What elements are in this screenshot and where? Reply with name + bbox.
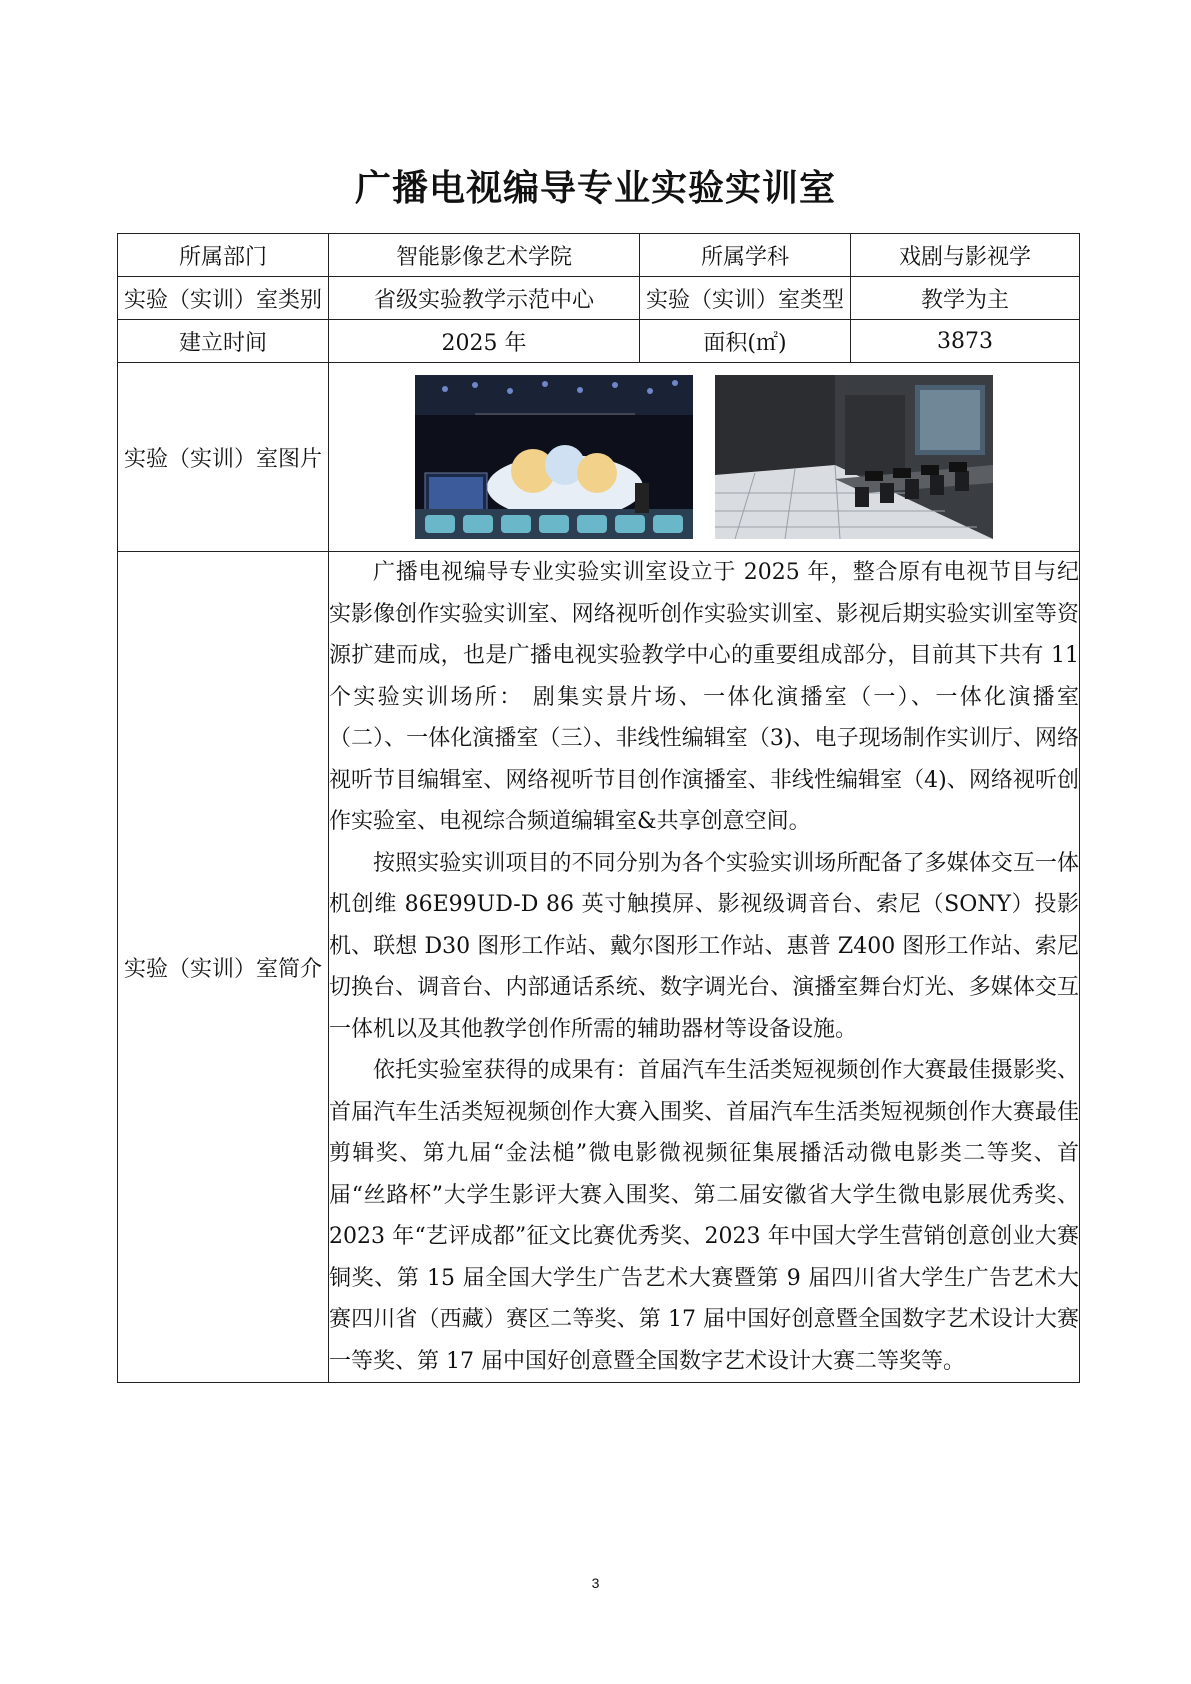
page-number: 3 — [591, 1575, 600, 1591]
photo-label: 实验（实训）室图片 — [118, 363, 329, 552]
intro-label: 实验（实训）室简介 — [118, 552, 329, 1383]
intro-cell — [329, 552, 1080, 1383]
category-value: 省级实验教学示范中心 — [329, 277, 640, 320]
dept-label: 所属部门 — [118, 234, 329, 277]
lab-info-table — [117, 233, 1080, 1383]
editing-room-photo — [715, 375, 993, 539]
type-label: 实验（实训）室类型 — [640, 277, 851, 320]
page-title: 广播电视编导专业实验实训室 — [354, 168, 836, 209]
photo-cell — [329, 363, 1080, 552]
area-label: 面积(㎡) — [640, 320, 851, 363]
dept-value: 智能影像艺术学院 — [329, 234, 640, 277]
row-department — [118, 234, 1080, 277]
intro-paragraph: 按照实验实训项目的不同分别为各个实验实训场所配备了多媒体交互一体机创维 86E99UD-D 86 英寸触摸屏、影视级调音台、索尼（SONY）投影机、联想 D30 图形工作站、戴尔图形工作站、惠普 Z400 图形工作站、索尼切换台、调音台、内部通话系统、数字调光台、演播室舞台灯光、多媒体交互一体机以及其他教学创作所需的辅助器材等设备设施。 — [329, 850, 1079, 1042]
row-category — [118, 277, 1080, 320]
area-value: 3873 — [851, 320, 1080, 363]
studio-photo — [415, 375, 693, 539]
intro-paragraph: 广播电视编导专业实验实训室设立于 2025 年，整合原有电视节目与纪实影像创作实验实训室、网络视听创作实验实训室、影视后期实验实训室等资源扩建而成，也是广播电视实验教学中心的重要组成部分，目前其下共有 11 个实验实训场所： 剧集实景片场、一体化演播室（一）、一体化演播室（二）、一体化演播室（三）、非线性编辑室（3)、电子现场制作实训厅、网络视听节目编辑室、网络视听节目创作演播室、非线性编辑室（4)、网络视听创作实验室、电视综合频道编辑室&共享创意空间。 — [329, 560, 1079, 834]
founded-label: 建立时间 — [118, 320, 329, 363]
row-intro — [118, 552, 1080, 1383]
category-label: 实验（实训）室类别 — [118, 277, 329, 320]
type-value: 教学为主 — [851, 277, 1080, 320]
intro-paragraph: 依托实验室获得的成果有：首届汽车生活类短视频创作大赛最佳摄影奖、首届汽车生活类短视频创作大赛入围奖、首届汽车生活类短视频创作大赛最佳剪辑奖、第九届“金法槌”微电影微视频征集展播活动微电影类二等奖、首届“丝路杯”大学生影评大赛入围奖、第二届安徽省大学生微电影展优秀奖、2023 年“艺评成都”征文比赛优秀奖、2023 年中国大学生营销创意创业大赛铜奖、第 15 届全国大学生广告艺术大赛暨第 9 届四川省大学生广告艺术大赛四川省（西藏）赛区二等奖、第 17 届中国好创意暨全国数字艺术设计大赛一等奖、第 17 届中国好创意暨全国数字艺术设计大赛二等奖等。 — [329, 1058, 1079, 1374]
subject-value: 戏剧与影视学 — [851, 234, 1080, 277]
founded-value: 2025 年 — [329, 320, 640, 363]
subject-label: 所属学科 — [640, 234, 851, 277]
row-photos — [118, 363, 1080, 552]
row-founded — [118, 320, 1080, 363]
